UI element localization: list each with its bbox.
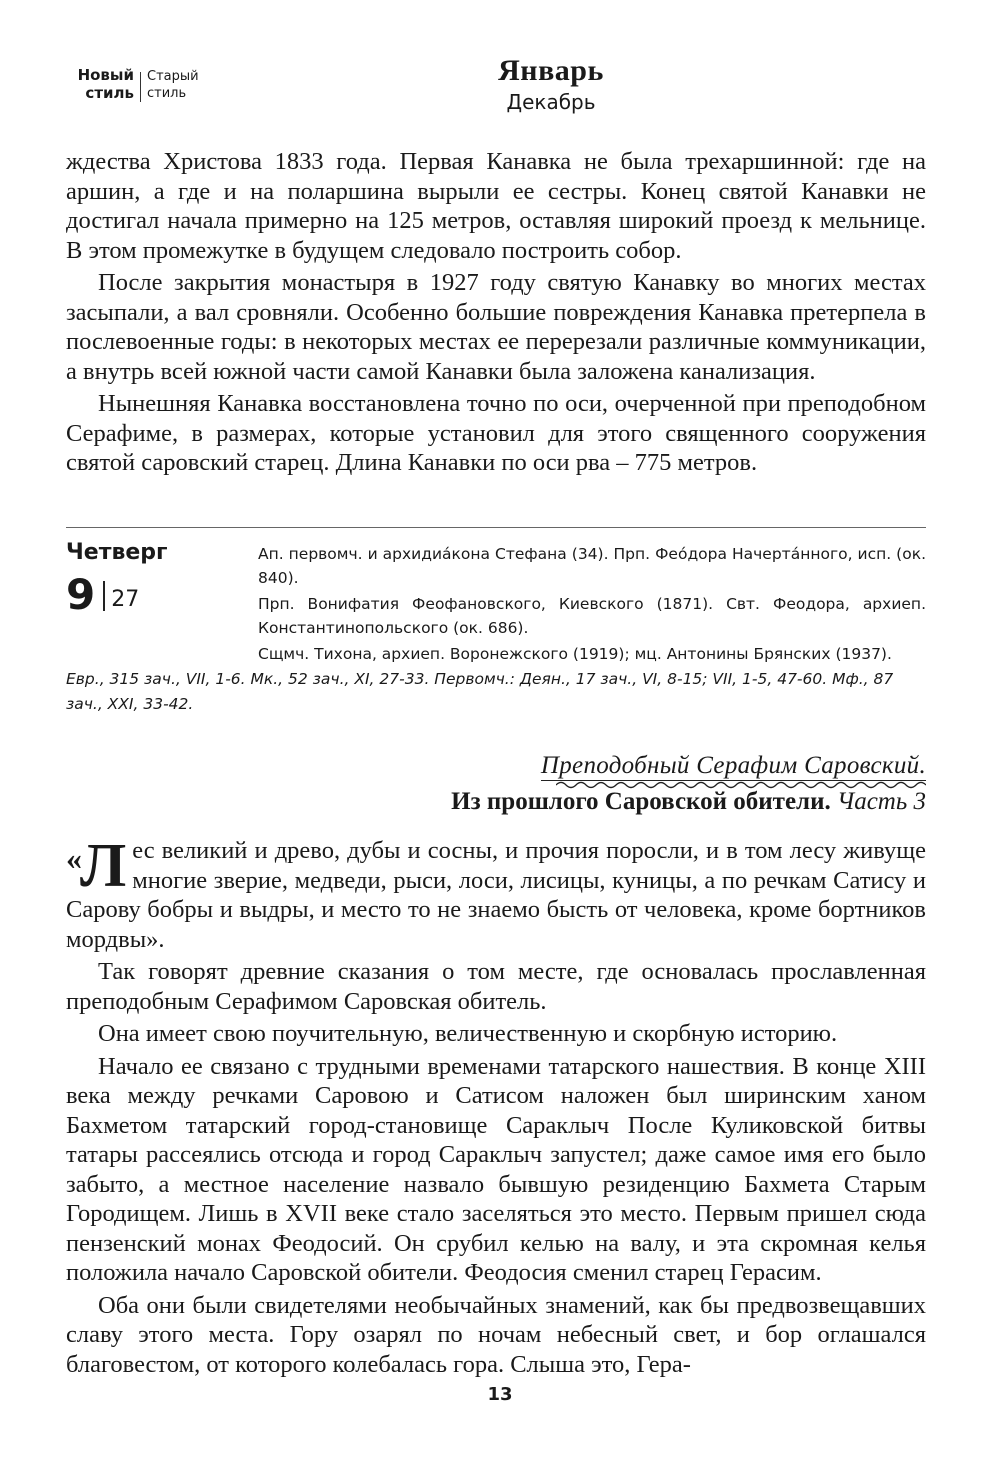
- page-number: 13: [487, 1384, 513, 1405]
- section-divider: [66, 527, 926, 528]
- article-title-line-1: [66, 750, 926, 782]
- style-divider: [140, 72, 141, 102]
- page-header: [66, 54, 926, 124]
- article-heading-saint: Преподобный Серафим Саровский.: [540, 752, 926, 779]
- month-title: Январь: [498, 54, 604, 87]
- article-paragraph-1-text: ес великий и древо, дубы и сосны, и прочия поросли, и в том лесу живуще многие зверие, медведи, рыси, лоси, лисицы, куницы, а по речкам Сатису и Сарову бобры и выдры, и место то не знаемо бысть от человека, кроме бортников мордвы».: [66, 837, 926, 953]
- saints-line-2: Прп. Вонифатия Феофановского, Киевского (1871). Свт. Феодора, архиеп. Константинопольского (ок. 686).: [258, 595, 926, 637]
- article-subtitle: Из прошлого Саровской обители.: [451, 788, 831, 815]
- article-paragraph-1: [66, 832, 926, 954]
- drop-cap: [66, 832, 125, 900]
- article-body: [66, 832, 926, 1382]
- article-title: [66, 750, 926, 818]
- weekday-label: Четверг: [66, 540, 168, 565]
- old-style-label: Старый стиль: [147, 69, 199, 101]
- article-part: Часть 3: [836, 788, 926, 815]
- saints-list: [258, 543, 926, 670]
- article-paragraph-2: Так говорят древние сказания о том месте, где основалась прославленная преподобным Серафимом Саровская обитель.: [66, 958, 926, 1015]
- article-paragraph-4: Начало ее связано с трудными временами татарского нашествия. В конце XIII века между речками Саровою и Сатисом наложен был ширинским ханом Бахметом татарский город-становище Сараклыч После Куликовской битвы татары рассеялись отсюда и город Сараклыч запустел; даже самое имя его было забыто, а местное население назвало бывшую резиденцию Бахмета Старым Городищем. Лишь в XVII веке стало заселяться это место. Первым пришел сюда пензенский монах Феодосий. Он срубил келью на валу, и эта скромная келья положила начало Саровской обители. Феодосия сменил старец Герасим.: [66, 1052, 926, 1286]
- drop-cap-letter: Л: [80, 832, 125, 900]
- date-old-style: 27: [111, 587, 140, 612]
- scripture-readings: Евр., 315 зач., VII, 1-6. Мк., 52 зач., XI, 27-33. Первомч.: Деян., 17 зач., VI, 8-15; VII, 1-5, 47-60. Мф., 87 зач., XXI, 33-42.: [66, 670, 894, 713]
- saints-line-3: Сщмч. Тихона, архиеп. Воронежского (1919); мц. Антонины Брянских (1937).: [258, 645, 892, 663]
- drop-cap-quote: «: [66, 840, 80, 876]
- date-new-style: 9: [66, 570, 96, 619]
- article-paragraph-3: Она имеет свою поучительную, величественную и скорбную историю.: [98, 1020, 838, 1047]
- saints-line-1: Ап. первомч. и архидиа́кона Стефана (34). Прп. Фео́дора Начерта́нного, исп. (ок. 840).: [258, 545, 926, 587]
- old-month-title: Декабрь: [506, 90, 596, 114]
- top-paragraph-2: После закрытия монастыря в 1927 году святую Канавку во многих местах засыпали, а вал сровняли. Особенно большие повреждения Канавка претерпела в послевоенные годы: в некоторых местах ее перерезали различные коммуникации, а внутрь всей южной части самой Канавки была заложена канализация.: [66, 269, 926, 385]
- month-block: [406, 54, 696, 116]
- top-paragraph-1: ждества Христова 1833 года. Первая Канавка не была трехаршинной: где на аршин, а где и на поларшина вырыли ее сестры. Конец святой Канавки не достигал начала примерно на 125 метров, оставляя широкий проезд к мельнице. В этом промежутке в будущем следовало построить собор.: [66, 148, 926, 264]
- top-text-block: [66, 147, 926, 481]
- new-style-label: Новый стиль: [77, 66, 134, 102]
- top-paragraph-3: Нынешняя Канавка восстановлена точно по оси, очерченной при преподобном Серафиме, в размерах, которые установил для этого священного сооружения святой саровский старец. Длина Канавки по оси рва – 775 метров.: [66, 390, 926, 476]
- article-paragraph-5: Оба они были свидетелями необычайных знамений, как бы предвозвещавших славу этого места. Гору озарял по ночам небесный свет, и бор оглашался благовестом, от которого колебалась гора. Слыша это, Гера-: [66, 1291, 926, 1378]
- calendar-style-label: [66, 66, 217, 102]
- date-row: [66, 570, 140, 619]
- article-title-line-2: [66, 786, 926, 818]
- date-divider: [103, 581, 105, 611]
